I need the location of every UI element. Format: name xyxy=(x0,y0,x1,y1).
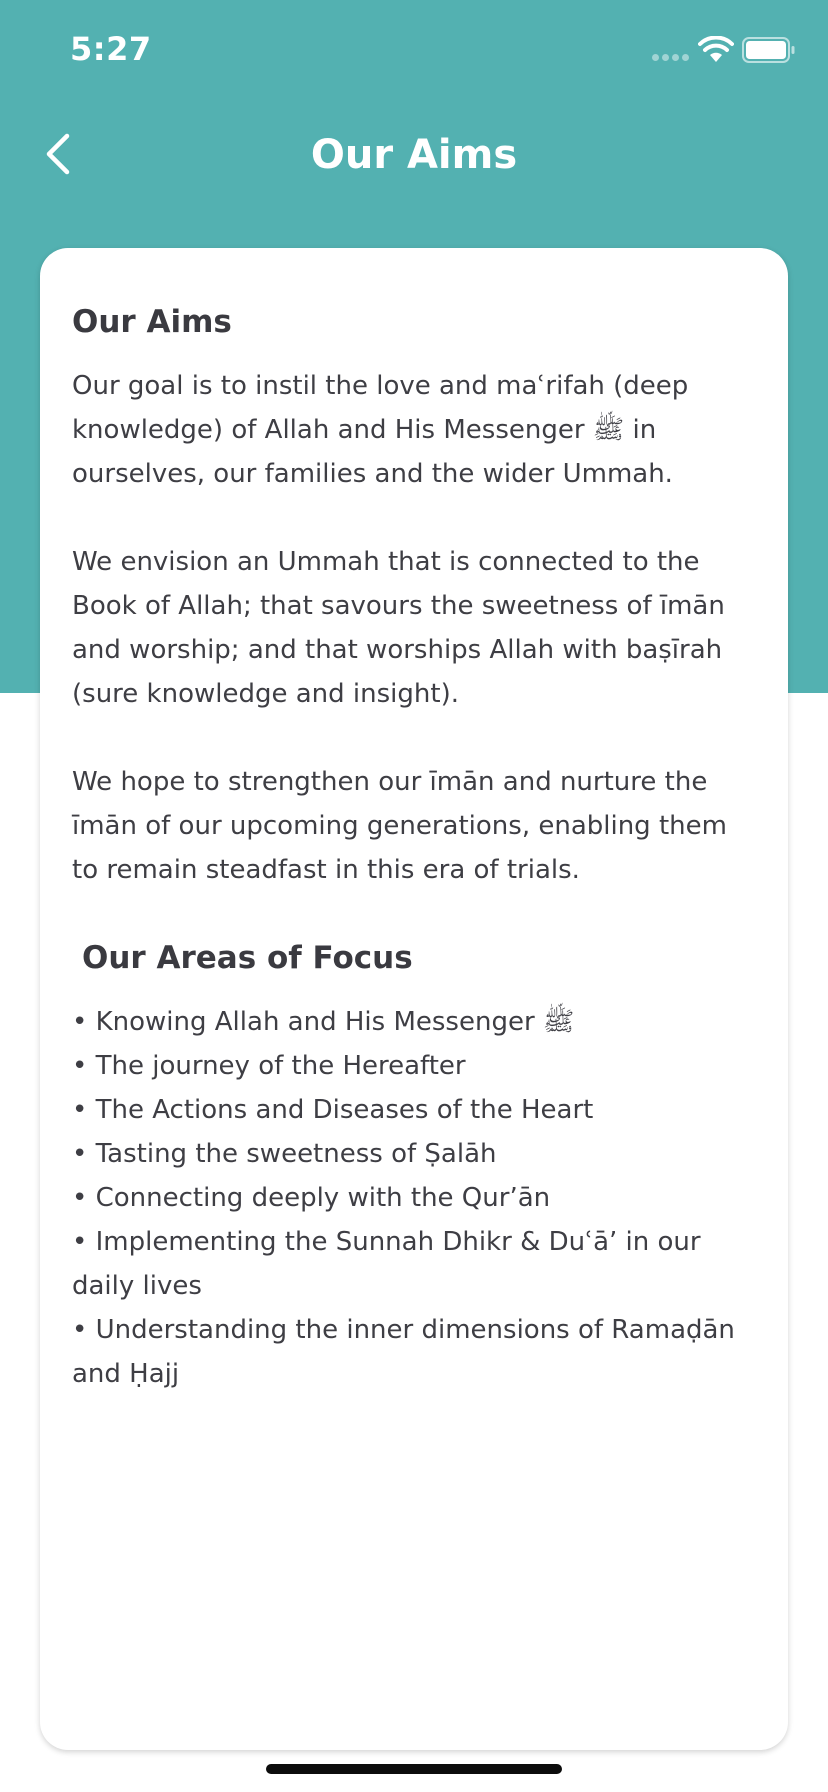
cellular-signal-icon xyxy=(652,54,692,62)
focus-heading: Our Areas of Focus xyxy=(82,940,413,976)
aims-paragraph: Our goal is to instil the love and maʿrifah (deep knowledge) of Allah and His Messenger ﷺ in ourselves, our families and the wider Ummah. xyxy=(72,371,689,489)
focus-item: • The Actions and Diseases of the Heart xyxy=(72,1095,594,1125)
aims-paragraph: We envision an Ummah that is connected to the Book of Allah; that savours the sweetness of īmān and worship; and that worships Allah with baṣīrah (sure knowledge and insight). xyxy=(72,547,725,709)
home-indicator[interactable] xyxy=(266,1764,562,1774)
focus-item: • Knowing Allah and His Messenger ﷺ xyxy=(72,1007,575,1037)
status-bar xyxy=(0,0,828,100)
battery-icon xyxy=(742,37,796,63)
page-title: Our Aims xyxy=(310,132,518,178)
status-time: 5:27 xyxy=(70,30,152,68)
content-card xyxy=(40,248,788,1750)
focus-list xyxy=(72,1000,756,1396)
focus-item: • The journey of the Hereafter xyxy=(72,1051,466,1081)
wifi-icon xyxy=(698,36,734,64)
nav-header xyxy=(0,110,828,200)
focus-item: • Tasting the sweetness of Ṣalāh xyxy=(72,1139,497,1169)
focus-item: • Connecting deeply with the Qur’ān xyxy=(72,1183,551,1213)
focus-item: • Implementing the Sunnah Dhikr & Duʿā’ in our daily lives xyxy=(72,1227,701,1301)
focus-item: • Understanding the inner dimensions of Ramaḍān and Ḥajj xyxy=(72,1315,735,1389)
aims-paragraph: We hope to strengthen our īmān and nurture the īmān of our upcoming generations, enabling them to remain steadfast in this era of trials. xyxy=(72,767,727,885)
aims-heading: Our Aims xyxy=(72,304,232,340)
